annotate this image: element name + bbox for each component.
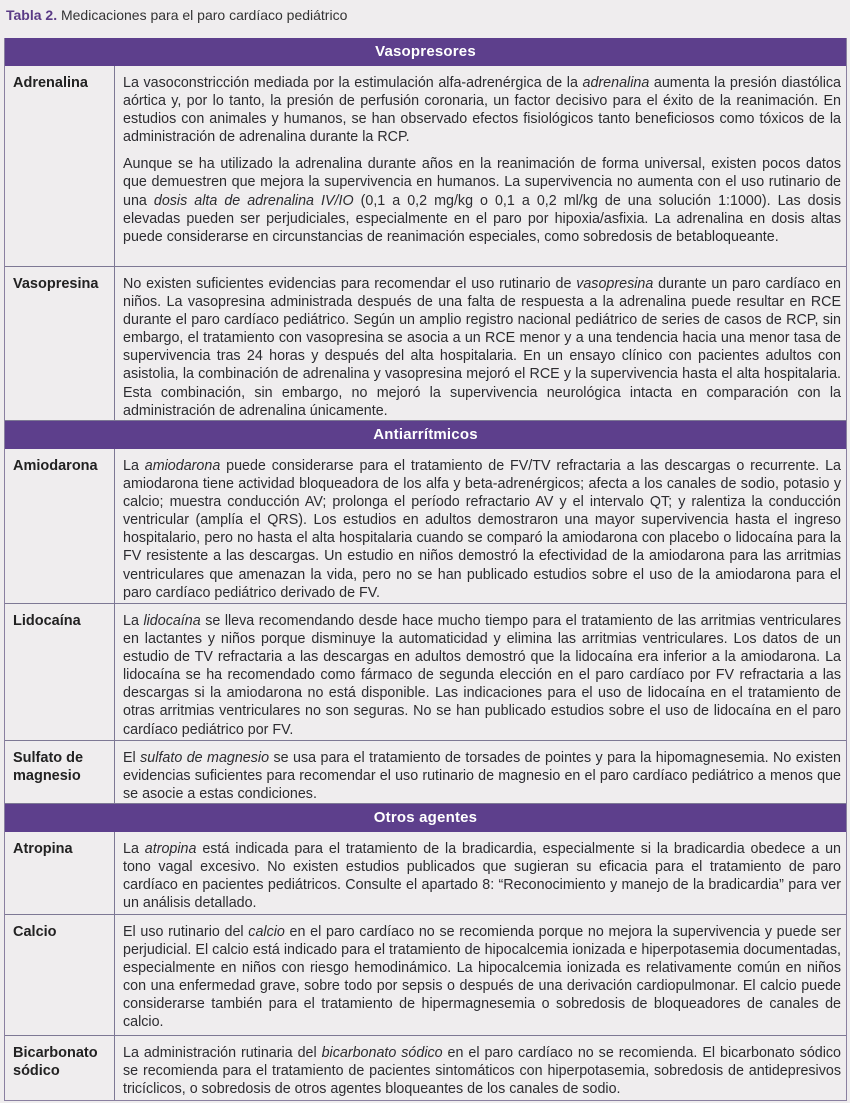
section-header-vasopresores: Vasopresores xyxy=(5,38,846,66)
paragraph xyxy=(123,923,841,1032)
drug-term: lidocaína xyxy=(143,613,201,629)
row-text-sulfato-de-magnesio xyxy=(123,749,841,803)
table-row-vasopresina xyxy=(5,267,846,421)
text-run: en el paro cardíaco no se recomienda porque no mejora la supervivencia y puede ser perjudicial. El calcio está indicado para el tratamiento de hipocalcemia ionizada e hiperpotasemia documentadas, especialmente en niños con riesgo hemodinámico. La hipocalcemia ionizada es relativamente común en niños con una enfermedad grave, sobre todo por sepsis o después de una derivación cardiopulmonar. El calcio puede considerarse también para el tratamiento de hipermagnesemia o sobredosis de bloqueadores de canales de calcio. xyxy=(123,924,841,1031)
table-row-lidocaina xyxy=(5,604,846,741)
text-run: (0,1 a 0,2 mg/kg o 0,1 a 0,2 ml/kg de una solución 1:1000). Las dosis elevadas pueden ser perjudiciales, especialmente en el paro por hipoxia/asfixia. La adrenalina en dosis altas puede considerarse en circunstancias de reanimación especiales, como sobredosis de betabloqueante. xyxy=(123,192,842,245)
drug-term: amiodarona xyxy=(144,458,221,474)
paragraph xyxy=(123,74,841,146)
text-run: en el paro cardíaco no se recomienda. El bicarbonato sódico se recomienda para el tratamiento de pacientes sintomáticos con hiperpotasemia, sobredosis de antidepresivos tricíclicos, o sobredosis de otros agentes bloqueantes de los canales de sodio. xyxy=(123,1045,841,1098)
paragraph xyxy=(123,1044,841,1098)
row-label-bicarbonato-sodico: Bicarbonato sódico xyxy=(5,1036,115,1100)
table-caption xyxy=(6,7,347,23)
table-number: Tabla 2. xyxy=(6,7,58,23)
text-run: No existen suficientes evidencias para recomendar el uso rutinario de xyxy=(123,276,577,292)
row-text-lidocaina xyxy=(123,612,841,739)
text-run: se usa para el tratamiento de torsades de pointes y para la hipomagnesemia. No existen evidencias suficientes para recomendar el uso rutinario de magnesio en el paro cardíaco pediátrico a menos que se asocie a estas condiciones. xyxy=(123,750,842,803)
text-run: La xyxy=(123,458,145,474)
table-row-bicarbonato-sodico xyxy=(5,1036,846,1100)
paragraph xyxy=(123,612,841,739)
paragraph xyxy=(123,749,841,803)
text-run: El xyxy=(123,750,141,766)
text-run: El uso rutinario del xyxy=(123,924,249,940)
drug-term: dosis alta de adrenalina IV/IO xyxy=(153,192,354,209)
text-run: se lleva recomendando desde hace mucho tiempo para el tratamiento de las arritmias ventriculares en lactantes y niños porque disminuye la automaticidad y elimina las arritmias ventriculares. Los datos de un estudio de TV refractaria a las descargas en adultos demostró que la lidocaína era inferior a la amiodarona. La lidocaína se ha recomendado como fármaco de segunda elección en el paro cardíaco por FV refractaria a las descargas si la amiodarona no está disponible. Las indicaciones para el uso de lidocaína en el tratamiento de otras arritmias ventriculares no son seguras. No se han publicado estudios sobre el uso de lidocaína en el paro cardíaco pediátrico por FV. xyxy=(123,613,841,738)
text-run: Aunque se ha utilizado la adrenalina durante años en la reanimación de forma universal, existen pocos datos que demuestren que mejora la supervivencia en humanos. La supervivencia no aumenta con el uso rutinario de una xyxy=(123,156,841,209)
drug-term: bicarbonato sódico xyxy=(321,1045,443,1061)
row-text-bicarbonato-sodico xyxy=(123,1044,841,1098)
paragraph xyxy=(123,155,841,245)
text-run: La administración rutinaria del xyxy=(123,1045,322,1061)
text-run: aumenta la presión diastólica aórtica y, por lo tanto, la presión de perfusión coronaria, un factor decisivo para el éxito de la reanimación. En estudios con animales y humanos, se han observado efectos fisiológicos tanto beneficiosos como tóxicos de la administración de adrenalina durante la RCP. xyxy=(123,75,841,146)
medications-table xyxy=(4,38,847,1101)
drug-term: sulfato de magnesio xyxy=(140,750,270,766)
row-text-atropina xyxy=(123,840,841,912)
section-header-antiarritmicos: Antiarrítmicos xyxy=(5,421,846,449)
text-run: está indicada para el tratamiento de la bradicardia, especialmente si la bradicardia obedece a un tono vagal excesivo. No existen estudios publicados que sugieran su eficacia para el tratamiento de paro cardíaco en pacientes pediátricos. Consulte el apartado 8: “Reconocimiento y manejo de la bradicardia” para ver un análisis detallado. xyxy=(123,841,841,912)
row-text-calcio xyxy=(123,923,841,1032)
paragraph xyxy=(123,457,841,602)
drug-term: adrenalina xyxy=(582,75,650,91)
drug-term: calcio xyxy=(248,924,285,940)
text-run: La xyxy=(123,613,144,629)
row-label-sulfato-de-magnesio: Sulfato de magnesio xyxy=(5,741,115,803)
table-row-calcio xyxy=(5,915,846,1036)
row-label-vasopresina: Vasopresina xyxy=(5,267,115,420)
row-text-adrenalina xyxy=(123,74,841,246)
paragraph xyxy=(123,840,841,912)
table-row-amiodarona xyxy=(5,449,846,604)
row-label-calcio: Calcio xyxy=(5,915,115,1035)
section-header-otros-agentes: Otros agentes xyxy=(5,804,846,832)
row-text-amiodarona xyxy=(123,457,841,602)
row-label-atropina: Atropina xyxy=(5,832,115,914)
table-row-sulfato-de-magnesio xyxy=(5,741,846,804)
row-label-amiodarona: Amiodarona xyxy=(5,449,115,603)
drug-term: atropina xyxy=(144,841,197,857)
row-text-vasopresina xyxy=(123,275,841,420)
table-row-adrenalina xyxy=(5,66,846,267)
text-run: puede considerarse para el tratamiento de FV/TV refractaria a las descargas o recurrente. La amiodarona tiene actividad bloqueadora de los alfa y beta-adrenérgicos; afecta a los canales de sodio, potasio y calcio; muestra conducción AV; prolonga el período refractario AV y el intervalo QT; y ralentiza la conducción ventricular (amplía el QRS). Los estudios en adultos demostraron una mayor supervivencia hasta el ingreso hospitalario, pero no hasta el alta hospitalaria cuando se comparó la amiodarona con placebo o lidocaína para la FV resistente a las descargas. Un estudio en niños demostró la efectividad de la amiodarona para las arritmias ventriculares que amenazan la vida, pero no se han publicado estudios sobre el uso de la amiodarona para el paro cardíaco pediátrico derivado de FV. xyxy=(123,458,841,601)
paragraph xyxy=(123,275,841,420)
table-row-atropina xyxy=(5,832,846,915)
text-run: durante un paro cardíaco en niños. La vasopresina administrada después de una falta de respuesta a la adrenalina puede resultar en RCE durante el paro cardíaco pediátrico. Según un amplio registro nacional pediátrico de series de casos de RCP, sin embargo, el tratamiento con vasopresina se asocia a un RCE menor y a una tendencia hacia una menor tasa de supervivencia tras 24 horas y después del alta hospitalaria. En un ensayo clínico con pacientes adultos con asistolia, la combinación de adrenalina y vasopresina mejoró el RCE y la supervivencia hasta el alta hospitalaria. Esta combinación, sin embargo, no mejoró la supervivencia neurológica intacta en comparación con la administración de adrenalina únicamente. xyxy=(123,276,841,419)
table-title: Medicaciones para el paro cardíaco pediátrico xyxy=(60,7,348,23)
text-run: La xyxy=(123,841,145,857)
row-label-adrenalina: Adrenalina xyxy=(5,66,115,266)
text-run: La vasoconstricción mediada por la estimulación alfa-adrenérgica de la xyxy=(123,75,583,91)
row-label-lidocaina: Lidocaína xyxy=(5,604,115,740)
drug-term: vasopresina xyxy=(576,276,654,292)
